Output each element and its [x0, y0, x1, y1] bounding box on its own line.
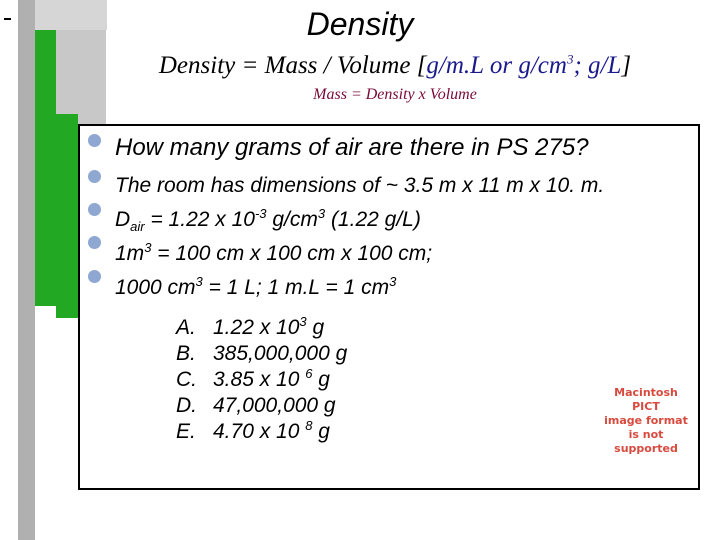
choice-e: E. 4.70 x 10 $^8$ g	[176, 418, 330, 443]
slide-title: Density	[306, 6, 414, 42]
decor-bar-gray-left	[18, 0, 35, 540]
bullet-dot	[88, 236, 101, 249]
choice-a: A. 1.22 x $10^3$ g	[176, 314, 325, 339]
liter-conversion-line: 1000 $cm^3 = 1$ L; 1 m.L = 1 $cm^3$	[115, 274, 397, 299]
density-formula: Density = Mass / Volume [g/m.L or $g/cm^3$; g/L]	[158, 51, 632, 79]
question-line: How many grams of air are there in PS 275?	[115, 134, 589, 161]
bullet-dot	[88, 203, 101, 216]
mass-formula: Mass = Density x Volume	[313, 86, 477, 103]
bullet-dot	[88, 134, 101, 147]
air-density-line: $D_{air} = 1.22$ x $10^{-3}$ $g/cm^3$ (1.22 g/L)	[115, 206, 421, 235]
choice-b: B. 385,000,000 g	[176, 342, 348, 365]
pict-unsupported-notice: Macintosh PICT image format is not supported	[604, 386, 688, 455]
choice-d: D. 47,000,000 g	[176, 394, 336, 417]
answer-choices	[176, 316, 347, 446]
bullet-dot	[88, 270, 101, 283]
choice-c: C. 3.85 x 10 $^6$ g	[176, 366, 330, 391]
bullet-dot	[88, 170, 101, 183]
cubic-meter-line: $1m^3 = 100$ cm x 100 cm x 100 cm;	[115, 240, 433, 265]
decor-bar-green-thin	[56, 114, 78, 318]
room-dimensions-line: The room has dimensions of ~ 3.5 m x 11 m x 10. m.	[115, 174, 605, 197]
